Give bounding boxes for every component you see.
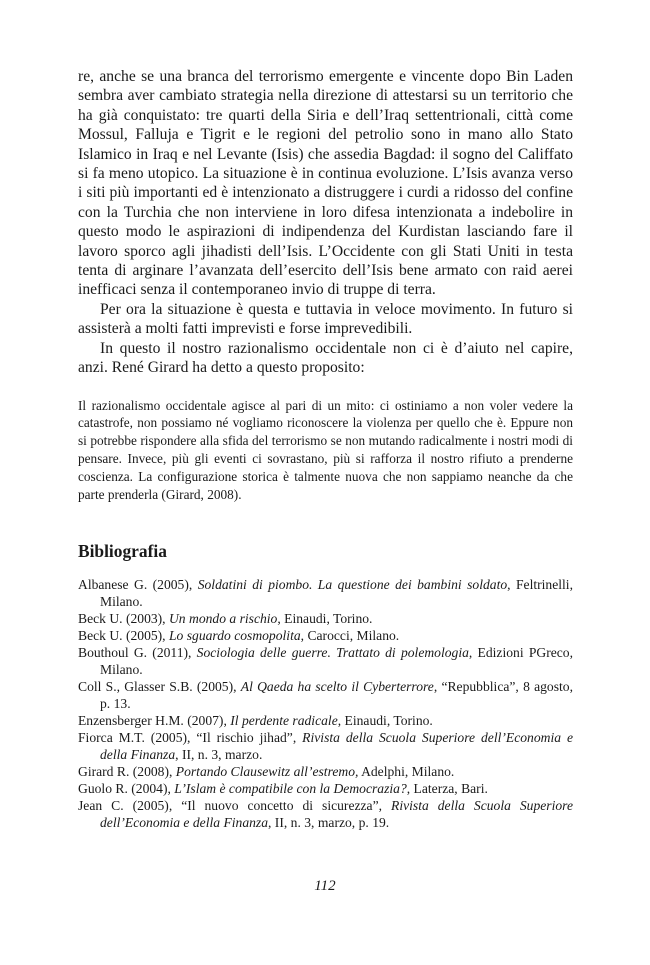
- bibliography-entry: Beck U. (2005), Lo sguardo cosmopolita, Carocci, Milano.: [78, 627, 400, 643]
- bibliography-entry: Fiorca M.T. (2005), “Il rischio jihad”, Rivista della Scuola Superiore dell’Economia e della Finanza, II, n. 3, marzo.: [78, 729, 573, 762]
- page-number: 112: [314, 878, 336, 894]
- bibliography-entry: Coll S., Glasser S.B. (2005), Al Qaeda ha scelto il Cyberterrore, “Repubblica”, 8 agosto, p. 13.: [78, 678, 573, 711]
- bibliography-entry: Enzensberger H.M. (2007), Il perdente radicale, Einaudi, Torino.: [78, 712, 433, 728]
- body-paragraph-3: In questo il nostro razionalismo occidentale non ci è d’aiuto nel capire, anzi. René Girard ha detto a questo proposito:: [78, 339, 573, 377]
- bibliography-entry: Guolo R. (2004), L’Islam è compatibile con la Democrazia?, Laterza, Bari.: [78, 780, 488, 796]
- bibliography-entry: Jean C. (2005), “Il nuovo concetto di sicurezza”, Rivista della Scuola Superiore dell’Economia e della Finanza, II, n. 3, marzo, p. 19.: [78, 797, 573, 830]
- bibliography-entry: Girard R. (2008), Portando Clausewitz all’estremo, Adelphi, Milano.: [78, 763, 455, 779]
- bibliography-entry: Beck U. (2003), Un mondo a rischio, Einaudi, Torino.: [78, 610, 373, 626]
- body-paragraph-1: re, anche se una branca del terrorismo emergente e vincente dopo Bin Laden sembra aver cambiato strategia nella direzione di attestarsi su un territorio che ha già conquistato: tre quarti della Siria e dell’Iraq settentrionali, città come Mossul, Falluja e Tigrit e le regioni del petrolio sono in mano allo Stato Islamico in Iraq e nel Levante (Isis) che assedia Bagdad: il sogno del Califfato si fa meno utopico. La situazione è in continua evoluzione. L’Isis avanza verso i siti più importanti ed è intenzionato a distruggere i curdi a ridosso del confine con la Turchia che non interviene in loro difesa intenzionata a indebolire in questo modo le aspirazioni di indipendenza del Kurdistan lasciando fare il lavoro sporco agli jihadisti dell’Isis. L’Occidente con gli Stati Uniti in testa tenta di arginare l’avanzata dell’esercito dell’Isis bene armato con raid aerei inefficaci senza il contemporaneo invio di truppe di terra.: [78, 68, 573, 299]
- bibliography-entry: Albanese G. (2005), Soldatini di piombo. La questione dei bambini soldato, Feltrinelli, Milano.: [78, 576, 573, 609]
- bibliography-heading: Bibliografia: [78, 540, 167, 561]
- bibliography-list: [78, 576, 573, 831]
- bibliography-entry: Bouthoul G. (2011), Sociologia delle guerre. Trattato di polemologia, Edizioni PGreco, Milano.: [78, 644, 574, 677]
- body-paragraph-2: Per ora la situazione è questa e tuttavia in veloce movimento. In futuro si assisterà a molti fatti imprevisti e forse imprevedibili.: [78, 300, 573, 338]
- page-content: [78, 67, 573, 831]
- block-quote: Il razionalismo occidentale agisce al pari di un mito: ci ostiniamo a non voler vedere la catastrofe, non possiamo né vogliamo riconoscere la violenza per quello che è. Eppure non si potrebbe rispondere alla sfida del terrorismo se non mutando radicalmente i nostri modi di pensare. Invece, più gli eventi ci sovrastano, più si rafforza il nostro rifiuto a prenderne coscienza. La configurazione storica è talmente nuova che non sappiamo neanche da che parte prenderla (Girard, 2008).: [78, 397, 573, 503]
